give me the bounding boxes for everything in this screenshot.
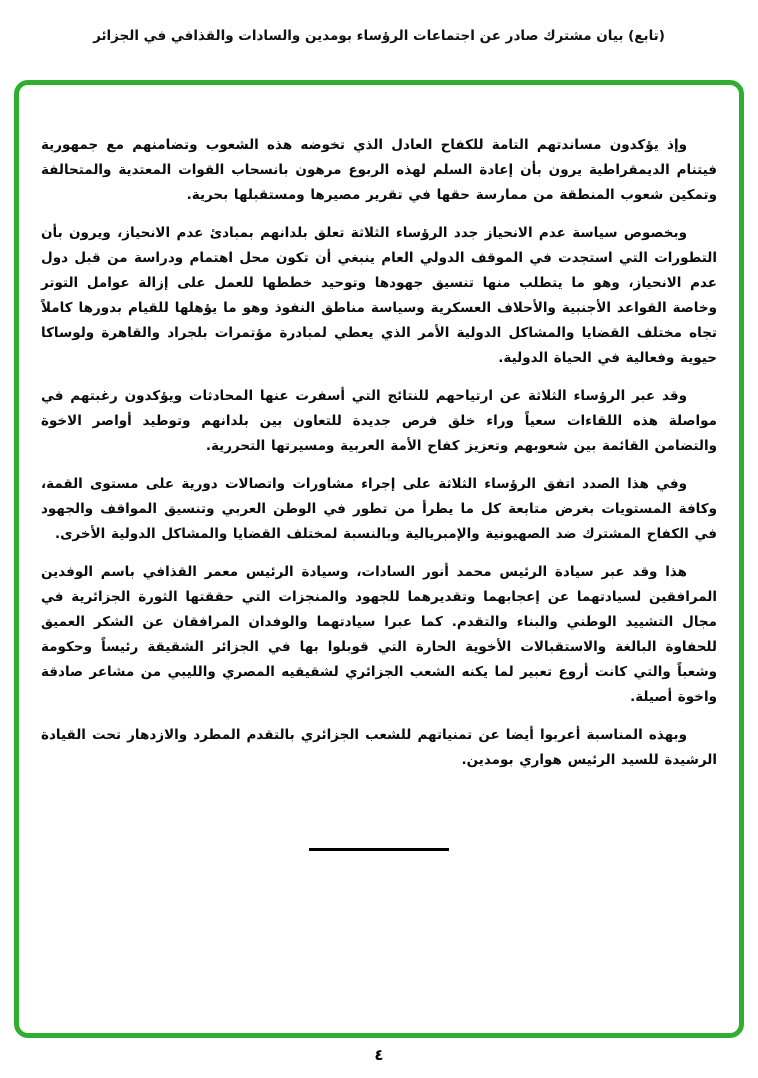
page-number: ٤ [374,1046,384,1064]
page-header: (تابع) بيان مشترك صادر عن اجتماعات الرؤساء بومدين والسادات والقذافي في الجزائر [93,28,665,44]
paragraph-2: وبخصوص سياسة عدم الانحياز جدد الرؤساء الثلاثة تعلق بلدانهم بمبادئ عدم الانحياز، ويرون بأن التطورات التي استجدت في الموقف الدولي العام ينبغي أن تكون محل اهتمام ودراسة من قبل دول عدم الانحياز، وهو ما يتطلب منها تنسيق جهودها وتوحيد خططها للعمل على إزالة عوامل التوتر وخاصة القواعد الأجنبية والأحلاف العسكرية وسياسة مناطق النفوذ وهو ما يؤهلها للقيام بدورها كاملاً تجاه مختلف القضايا والمشاكل الدولية الأمر الذي يعطي لمبادرة مؤتمرات بلجراد والقاهرة ولوساكا حيوية وفعالية في الحياة الدولية. [41,225,717,366]
paragraph-1: وإذ يؤكدون مساندتهم التامة للكفاح العادل الذي تخوضه هذه الشعوب وتضامنهم مع جمهورية فيتنام الديمقراطية يرون بأن إعادة السلم لهذه الربوع مرهون بانسحاب القوات المعتدية والمتحالفة وتمكين شعوب المنطقة من ممارسة حقها في تقرير مصيرها ومستقبلها بحرية. [41,137,717,203]
green-border-frame [14,80,744,1038]
paragraph-6: وبهذه المناسبة أعربوا أيضا عن تمنياتهم للشعب الجزائري بالتقدم المطرد والازدهار تحت القيادة الرشيدة للسيد الرئيس هواري بومدين. [41,727,717,768]
paragraph-5: هذا وقد عبر سيادة الرئيس محمد أنور السادات، وسيادة الرئيس معمر القذافي باسم الوفدين المرافقين لسيادتهما عن إعجابهما وتقديرهما للجهود والمنجزات التي حققتها الثورة الجزائرية في مجال التشييد الوطني والبناء والتقدم. كما عبرا سيادتهما والوفدان المرافقان عن الشكر العميق للحفاوة البالغة والاستقبالات الأخوية الحارة التي قوبلوا بها في الجزائر الشقيقة رئيساً وحكومة وشعباً والتي كانت أروع تعبير لما يكنه الشعب الجزائري لشقيقيه المصري والليبي من مشاعر صادقة واخوة أصيلة. [41,564,717,705]
paragraph-4: وفي هذا الصدد اتفق الرؤساء الثلاثة على إجراء مشاورات واتصالات دورية على مستوى القمة، وكافة المستويات بغرض متابعة كل ما يطرأ من تطور في الوطن العربي وتنسيق المواقف والجهود في الكفاح المشترك ضد الصهيونية والإمبريالية وبالنسبة لمختلف القضايا والمشاكل الدولية الأخرى. [41,476,717,542]
end-separator-line [309,848,449,851]
document-body [19,85,739,1033]
paragraph-3: وقد عبر الرؤساء الثلاثة عن ارتياحهم للنتائج التي أسفرت عنها المحادثات ويؤكدون رغبتهم في مواصلة هذه اللقاءات سعياً وراء خلق فرص جديدة للتعاون بين بلدانهم وتوطيد أواصر الاخوة والتضامن القائمة بين شعوبهم وتعزيز كفاح الأمة العربية ومسيرتها التحررية. [41,388,717,454]
